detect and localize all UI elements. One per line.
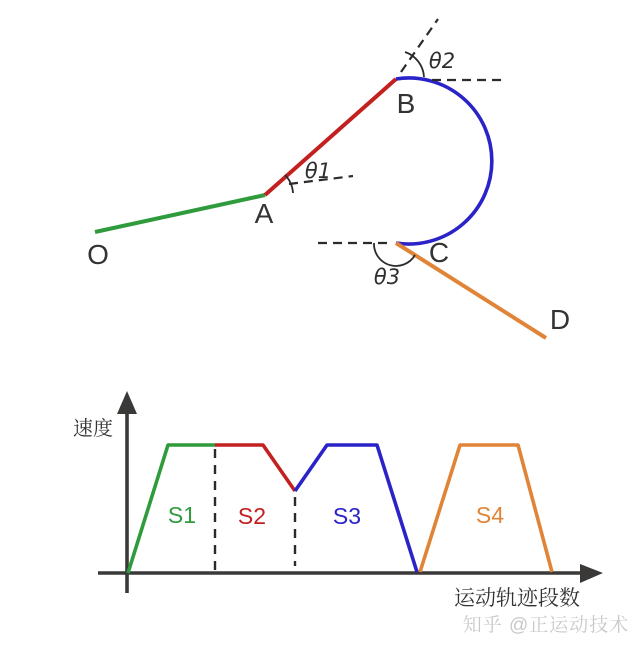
segment-CD-line [396,243,546,338]
point-label-B: B [396,88,416,119]
point-label-C: C [428,237,450,268]
angle-arc-theta2 [405,52,424,77]
point-label-D: D [549,304,571,335]
angle-label-theta1: θ1 [304,159,332,183]
point-label-A: A [254,198,274,229]
velocity-profile-s2 [215,445,295,491]
y-axis-label: 速度 [73,418,113,440]
point-label-O: O [87,239,109,270]
y-axis-arrowhead [117,391,137,414]
x-axis-arrowhead [580,564,603,583]
watermark-text: 知乎 @正运动技术 [462,615,630,636]
trajectory-path-diagram [87,19,570,338]
segment-label-s4: S4 [475,502,505,528]
x-axis-label: 运动轨迹段数 [454,587,580,610]
segment-label-s2: S2 [237,503,267,529]
angle-arc-theta3 [374,243,415,266]
segment-label-s3: S3 [332,503,362,529]
segment-OA-line [95,195,265,232]
angle-label-theta3: θ3 [373,265,401,289]
angle-label-theta2: θ2 [428,49,456,73]
segment-label-s1: S1 [167,502,197,528]
velocity-profile-chart [73,391,603,610]
